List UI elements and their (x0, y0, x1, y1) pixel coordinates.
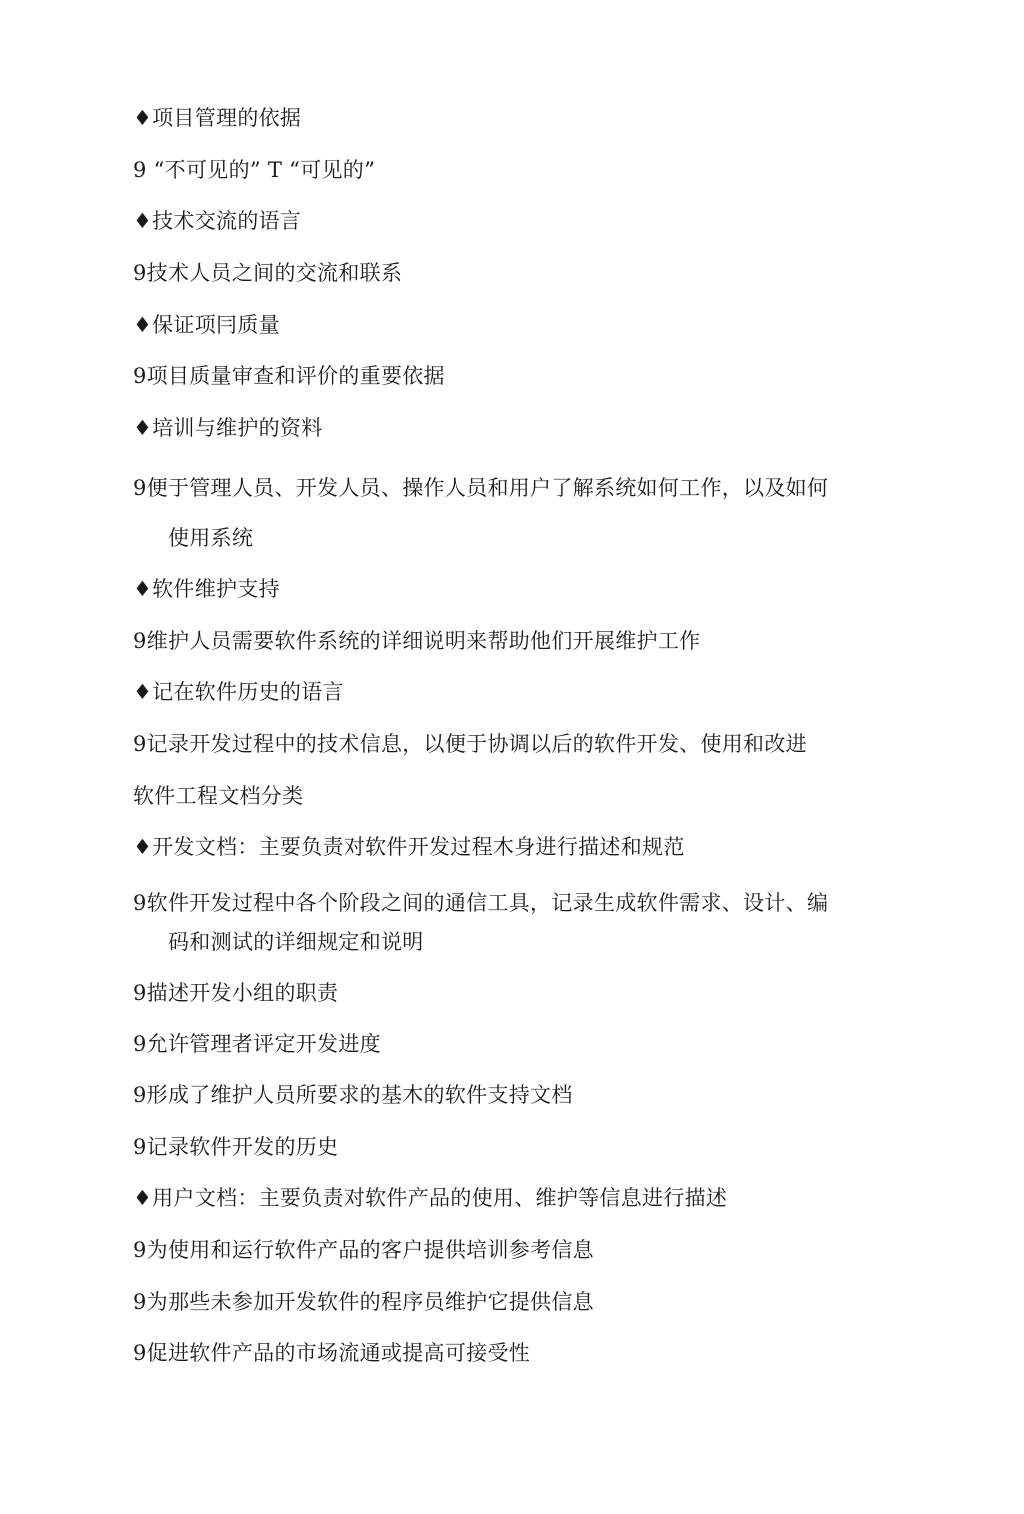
sub-item: 9软件开发过程中各个阶段之间的通信工具，记录生成软件需求、设计、编 (133, 891, 829, 915)
sub-item: 9形成了维护人员所要求的基木的软件支持文档 (133, 1083, 573, 1107)
sub-item: 9便于管理人员、开发人员、操作人员和用户了解系统如何工作，以及如何 (133, 476, 829, 500)
bullet-heading: ♦用户文档：主要负责对软件产品的使用、维护等信息进行描述 (133, 1186, 728, 1210)
bullet-heading: ♦培训与维护的资料 (133, 416, 323, 440)
bullet-heading: ♦软件维护支持 (133, 577, 280, 601)
sub-item: 9促进软件产品的市场流通或提高可接受性 (133, 1341, 531, 1365)
sub-item: 9描述开发小组的职责 (133, 981, 339, 1005)
sub-item: 9为使用和运行软件产品的客户提供培训参考信息 (133, 1238, 594, 1262)
bullet-heading: ♦开发文档：主要负责对软件开发过程木身进行描述和规范 (133, 835, 685, 859)
sub-item: 9维护人员需要软件系统的详细说明来帮助他们开展维护工作 (133, 629, 701, 653)
sub-item: 9项目质量审查和评价的重要依据 (133, 364, 445, 388)
sub-item: 9记录软件开发的历史 (133, 1135, 339, 1159)
sub-item: 9记录开发过程中的技术信息，以便于协调以后的软件开发、使用和改进 (133, 732, 807, 756)
sub-item: 9允许管理者评定开发进度 (133, 1032, 381, 1056)
bullet-heading: ♦记在软件历史的语言 (133, 680, 344, 704)
sub-item-continuation: 使用系统 (168, 526, 254, 550)
sub-item: 9为那些未参加开发软件的程序员维护它提供信息 (133, 1290, 594, 1314)
sub-item: 9 “不可见的” T “可见的” (133, 158, 376, 182)
bullet-heading: ♦保证项冃质量 (133, 313, 280, 337)
sub-item-continuation: 码和测试的详细规定和说明 (168, 930, 424, 954)
bullet-heading: ♦技术交流的语言 (133, 209, 302, 233)
bullet-heading: ♦项目管理的依据 (133, 106, 302, 130)
section-title: 软件工程文档分类 (133, 784, 304, 808)
sub-item: 9技术人员之间的交流和联系 (133, 261, 403, 285)
